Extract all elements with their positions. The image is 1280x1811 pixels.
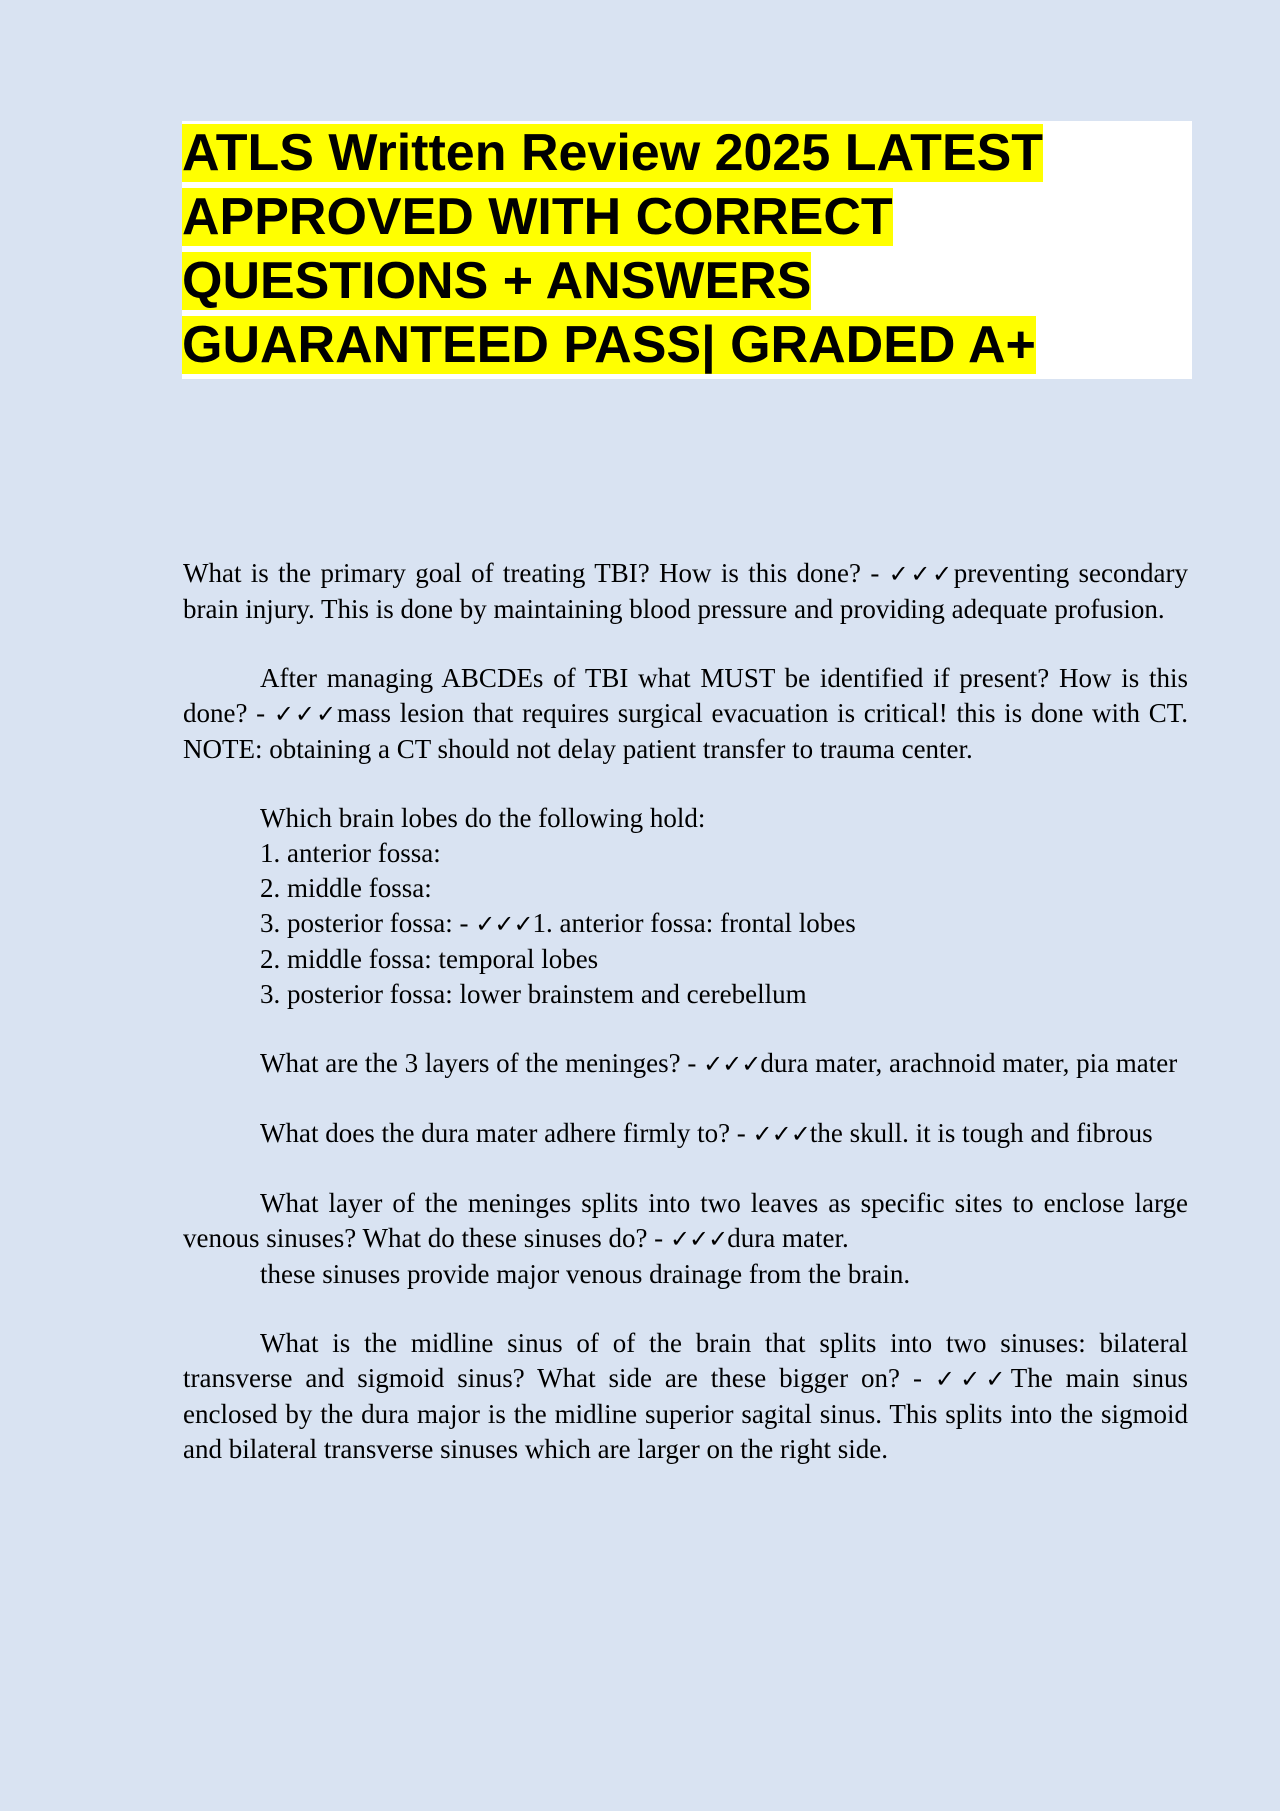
question-text: What layer of the meninges splits into two leaves as specific sites to enclose large venous sinuses? What do these sinuses do? - <box>183 1188 1188 1253</box>
answer-text: The main sinus enclosed by the dura major is the midline superior sagital sinus. This splits into the sigmoid and bilateral transverse sinuses which are larger on the right side. <box>183 1363 1189 1464</box>
question-text: 3. posterior fossa: - <box>260 908 476 938</box>
question-text: What is the midline sinus of of the brain that splits into two sinuses: bilateral transverse and sigmoid sinus? What side are these bigger on? - <box>183 1328 1188 1393</box>
answer-text: 1. anterior fossa: frontal lobes <box>532 908 856 938</box>
question-line: Which brain lobes do the following hold: <box>260 803 706 833</box>
answer-text: dura mater, arachnoid mater, pia mater <box>760 1048 1178 1078</box>
question-text: After managing ABCDEs of TBI what MUST be identified if present? How is this done? - <box>183 663 1188 728</box>
question-text: What are the 3 layers of the meninges? - <box>260 1048 704 1078</box>
checkmark-icon: ✓✓✓ <box>934 1365 1011 1393</box>
title-line <box>182 121 1192 185</box>
title-line <box>182 185 1192 249</box>
title-line-text: ATLS Written Review 2025 LATEST <box>182 124 1044 182</box>
checkmark-icon: ✓✓✓ <box>475 910 533 938</box>
answer-text: dura mater. <box>727 1223 849 1253</box>
answer-text: preventing secondary brain injury. This is done by maintaining blood pressure and providing adequate profusion. <box>183 558 1188 624</box>
checkmark-icon: ✓✓✓ <box>703 1050 761 1078</box>
checkmark-icon: ✓✓✓ <box>273 700 338 728</box>
title-line <box>182 313 1192 377</box>
question-line: 2. middle fossa: <box>260 873 432 903</box>
answer-line: 2. middle fossa: temporal lobes <box>260 944 599 974</box>
qa-item <box>183 801 1188 1012</box>
question-text: What does the dura mater adhere firmly to? - <box>260 1118 753 1148</box>
qa-item <box>183 1326 1188 1467</box>
title-line-text: QUESTIONS + ANSWERS <box>182 252 812 310</box>
answer-text: the skull. it is tough and fibrous <box>809 1118 1153 1148</box>
qa-item <box>183 556 1188 627</box>
qa-content <box>183 556 1188 1501</box>
question-text: What is the primary goal of treating TBI? How is this done? - <box>183 558 889 588</box>
title-line-text: GUARANTEED PASS| GRADED A+ <box>182 316 1036 374</box>
checkmark-icon: ✓✓✓ <box>669 1225 728 1253</box>
answer-line: 3. posterior fossa: lower brainstem and cerebellum <box>260 979 807 1009</box>
document-title <box>182 121 1192 379</box>
qa-item <box>183 1116 1188 1152</box>
checkmark-icon: ✓✓✓ <box>752 1120 810 1148</box>
checkmark-icon: ✓✓✓ <box>888 560 954 588</box>
title-line-text: APPROVED WITH CORRECT <box>182 188 893 246</box>
answer-text: mass lesion that requires surgical evacuation is critical! this is done with CT. NOTE: obtaining a CT should not delay patient transfer to trauma center. <box>183 698 1189 764</box>
qa-item <box>183 1046 1188 1082</box>
question-line: 1. anterior fossa: <box>260 838 441 868</box>
question-answer-line <box>183 906 1188 942</box>
qa-item <box>183 661 1188 767</box>
qa-item <box>183 1186 1188 1292</box>
answer-extra: these sinuses provide major venous drainage from the brain. <box>260 1259 911 1289</box>
title-line <box>182 249 1192 313</box>
